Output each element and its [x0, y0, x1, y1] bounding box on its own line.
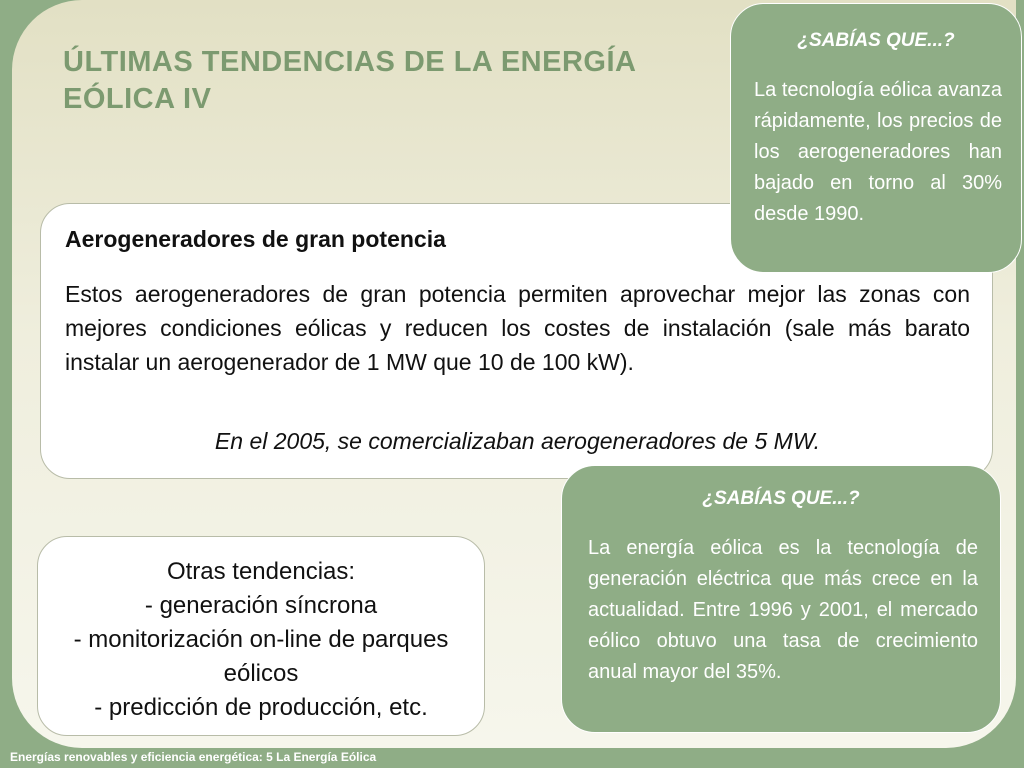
other-trends-item: - generación síncrona: [144, 592, 378, 619]
did-you-know-box-bottom: [561, 465, 1001, 733]
did-you-know-heading: ¿SABÍAS QUE...?: [702, 488, 860, 509]
other-trends-item: - monitorización on-line de parques eólicos: [73, 626, 449, 687]
footer-text: Energías renovables y eficiencia energética: 5 La Energía Eólica: [10, 750, 377, 764]
main-highlight-text: En el 2005, se comercializaban aerogeneradores de 5 MW.: [214, 428, 821, 454]
did-you-know-box-top: [730, 3, 1022, 273]
other-trends-box: [37, 536, 485, 736]
did-you-know-body: La tecnología eólica avanza rápidamente, los precios de los aerogeneradores han bajado en torno al 30% desde 1990.: [754, 79, 1002, 225]
other-trends-list: [38, 555, 484, 725]
did-you-know-heading: ¿SABÍAS QUE...?: [797, 30, 955, 51]
main-heading: Aerogeneradores de gran potencia: [65, 226, 446, 252]
slide-title: ÚLTIMAS TENDENCIAS DE LA ENERGÍA EÓLICA IV: [63, 46, 636, 115]
other-trends-heading: Otras tendencias:: [166, 558, 356, 585]
did-you-know-body: La energía eólica es la tecnología de generación eléctrica que más crece en la actualidad. Entre 1996 y 2001, el mercado eólico obtuvo una tasa de crecimiento anual mayor del 35%.: [588, 537, 978, 683]
other-trends-item: - predicción de producción, etc.: [94, 694, 428, 721]
main-body-text: Estos aerogeneradores de gran potencia permiten aprovechar mejor las zonas con mejores condiciones eólicas y reducen los costes de instalación (sale más barato instalar un aerogenerador de 1 MW que 10 de 100 kW).: [65, 281, 970, 375]
